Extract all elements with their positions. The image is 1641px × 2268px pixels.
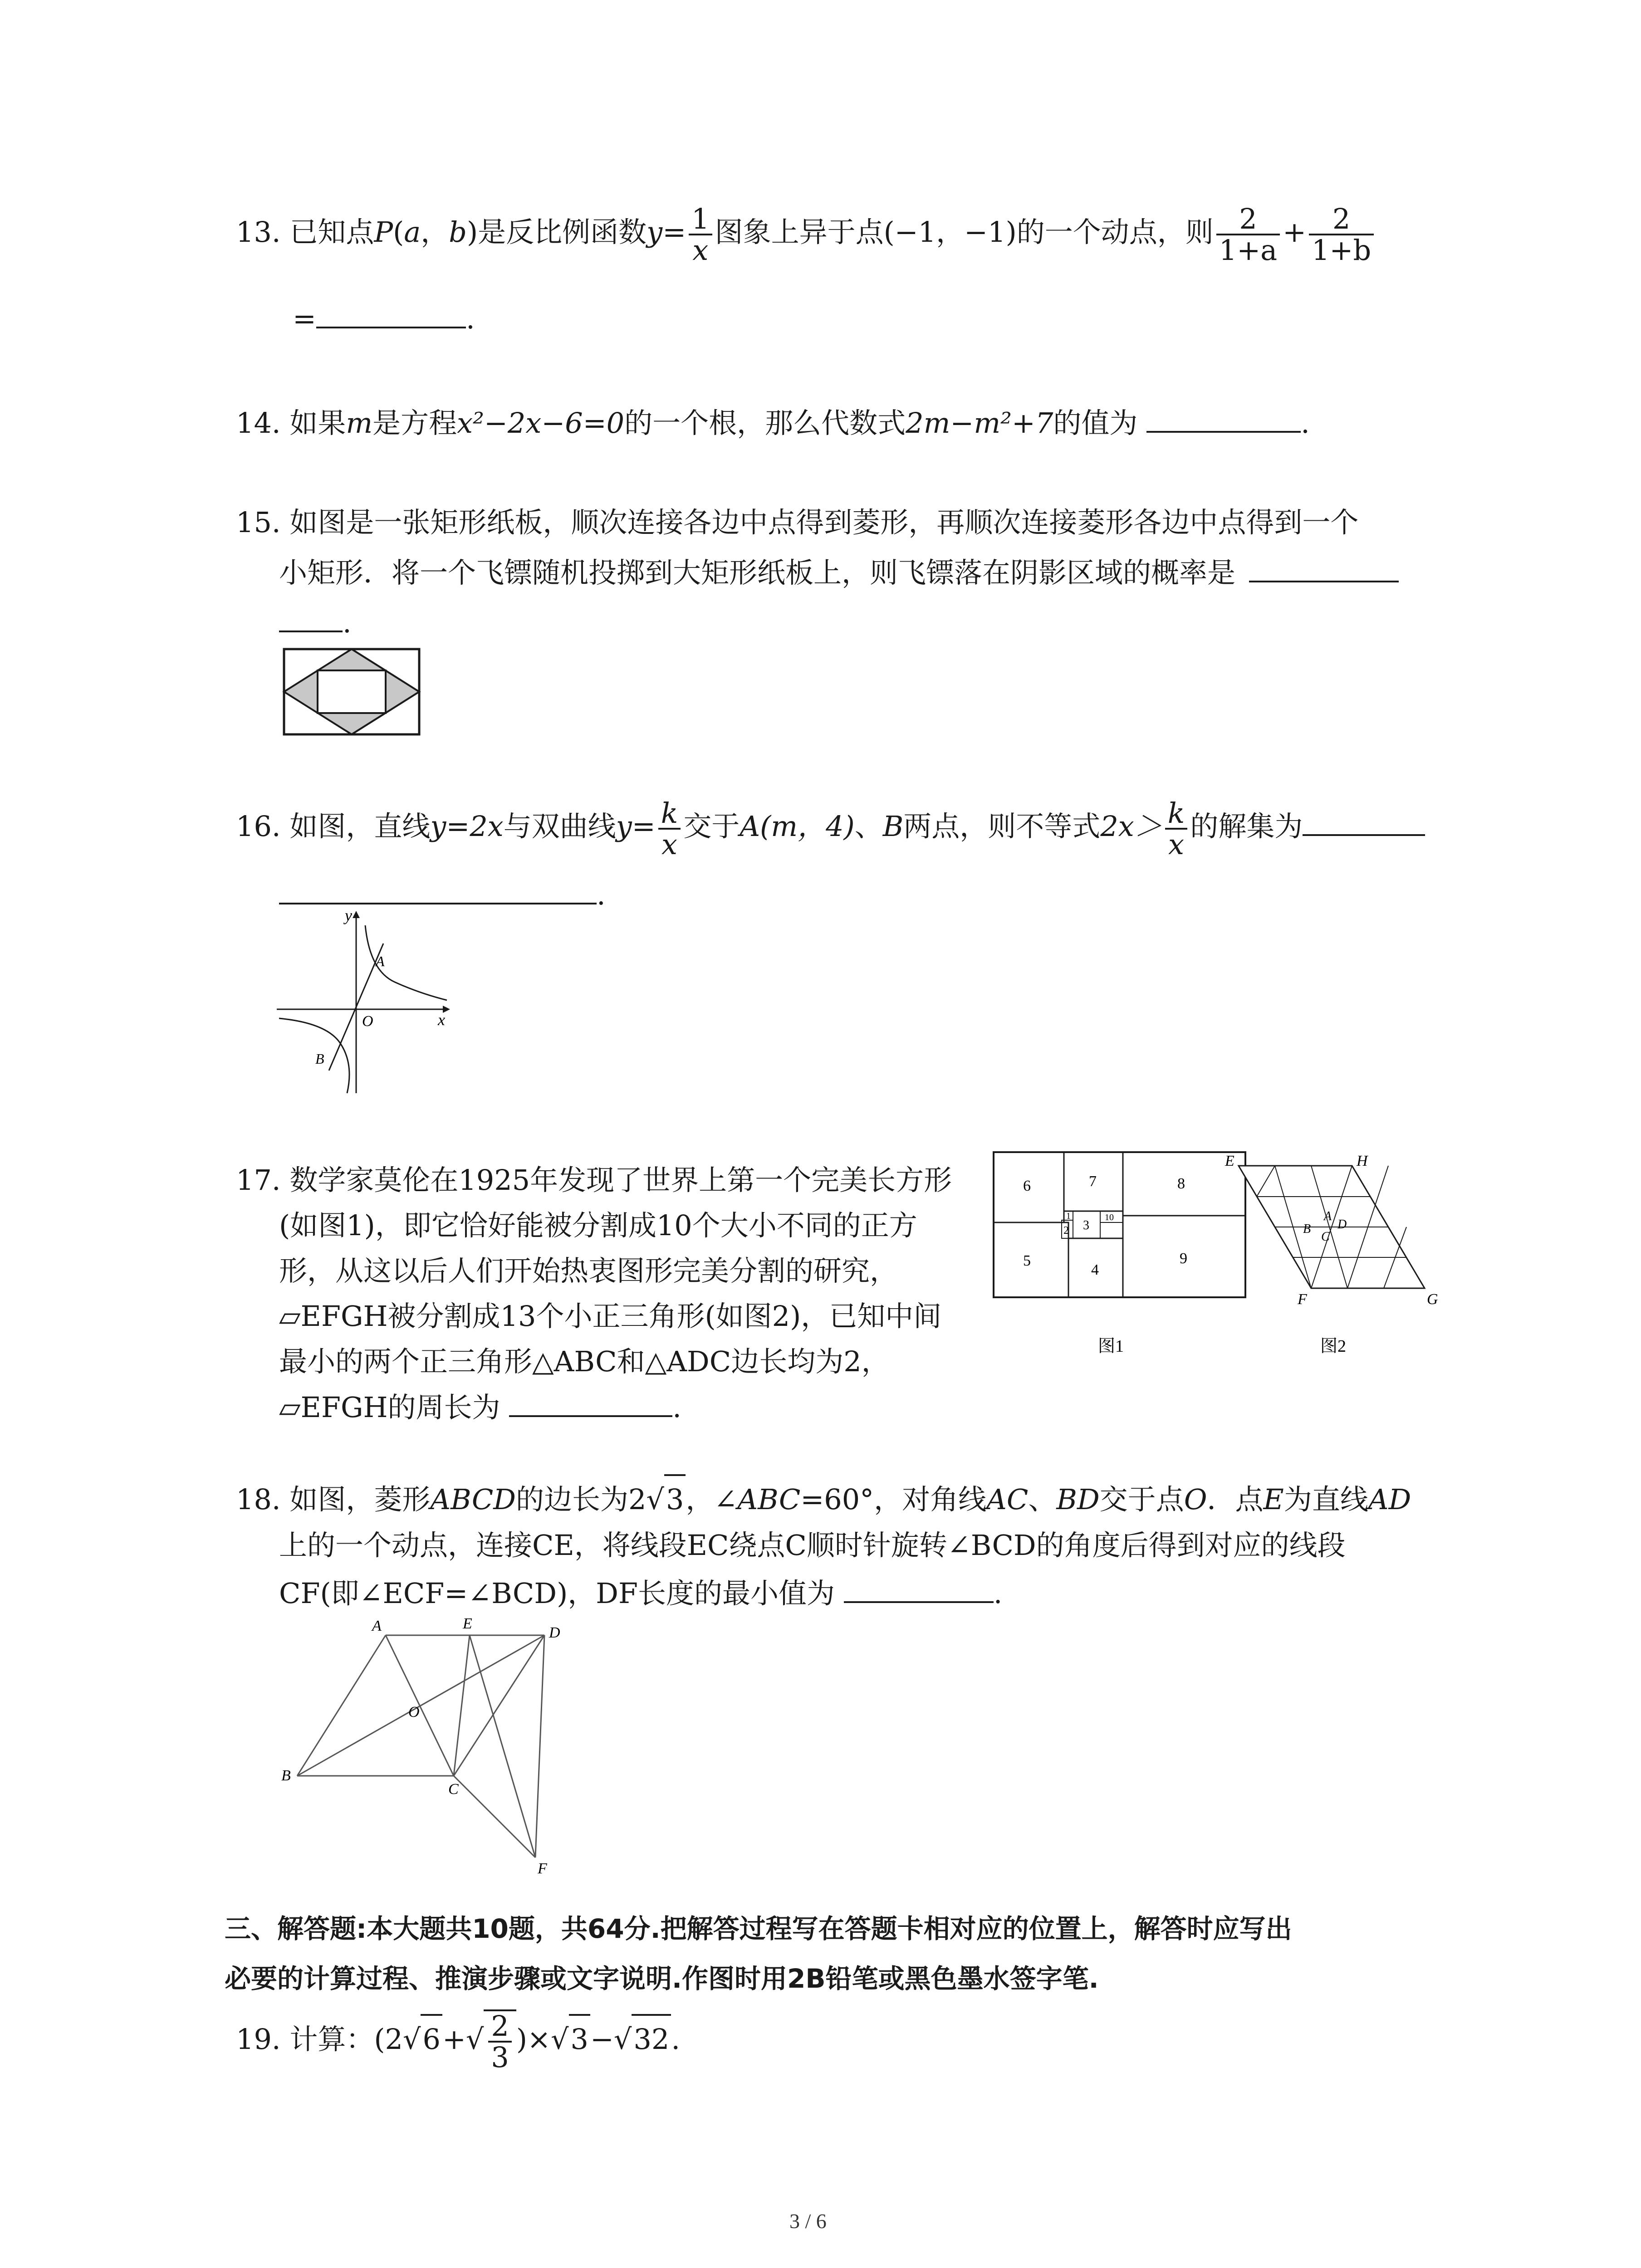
q17-line3: 形，从这以后人们开始热衷图形完美分割的研究，	[279, 1254, 898, 1287]
question-19: 19. 计算：(2√6+√ $\frac{2}{3}$ )×√3−√32.	[236, 2009, 681, 2074]
fraction-k-over-x: $\frac{k}{x}$	[658, 798, 681, 859]
q18-line2: 上的一个动点，连接CE，将线段EC绕点C顺时针旋转∠BCD的角度后得到对应的线段	[279, 1529, 1346, 1562]
page-number: 3 / 6	[789, 2209, 827, 2233]
fraction-k-over-x-2: $\frac{k}{x}$	[1165, 798, 1188, 859]
sqrt-sign: √	[646, 1483, 664, 1516]
question-14: 14. 如果m是方程x²−2x−6=0的一个根，那么代数式2m−m²+7的值为 .	[236, 399, 1310, 447]
question-number: 15.	[236, 506, 281, 539]
sqrt-fraction	[484, 2009, 516, 2072]
label-7: 7	[1089, 1173, 1097, 1190]
question-number: 14.	[236, 406, 281, 440]
q15-figure	[281, 646, 422, 737]
q18-line3: CF(即∠ECF=∠BCD)，DF长度的最小值为 .	[279, 1569, 1002, 1617]
diagonal-BD	[297, 1635, 544, 1776]
question-number: 19.	[236, 2023, 281, 2056]
q17-figure-1	[989, 1148, 1252, 1356]
q18-figure	[272, 1615, 572, 1878]
answer-blank[interactable]	[1249, 549, 1399, 582]
label-10: 10	[1105, 1212, 1114, 1222]
figure-1-caption: 图1	[1098, 1337, 1124, 1356]
q17-figure-2	[1220, 1152, 1465, 1356]
answer-blank[interactable]	[1303, 802, 1425, 836]
sqrt-sign: √	[465, 2023, 484, 2056]
question-18: 18. 如图，菱形ABCD的边长为2√3，∠ABC=60°，对角线AC、BD交于点O．点E为直线AD	[236, 1474, 1411, 1523]
point-D-label: D	[1337, 1217, 1347, 1232]
sqrt-sign: √	[551, 2023, 569, 2056]
point-D-label: D	[549, 1624, 560, 1641]
hyperbola-branch-2	[279, 1018, 349, 1093]
vertex-E-label: E	[1225, 1153, 1234, 1169]
point-B-label: B	[281, 1767, 291, 1784]
label-3: 3	[1083, 1218, 1089, 1232]
point-O-label: O	[408, 1704, 420, 1721]
label-2: 2	[1063, 1225, 1069, 1237]
vertex-H-label: H	[1357, 1153, 1368, 1169]
question-15-line3: .	[279, 599, 352, 646]
question-15-line2: 小矩形．将一个飞镖随机投掷到大矩形纸板上，则飞镖落在阴影区域的概率是	[279, 549, 1399, 596]
side-AB	[297, 1635, 386, 1776]
y-axis-label: y	[345, 907, 352, 924]
fraction-1-over-x: $\frac{1}{x}$	[689, 204, 712, 265]
fraction-2-over-1-plus-b: $\frac{2}{1+b}$	[1309, 204, 1374, 265]
point-B-label: B	[1303, 1222, 1311, 1236]
point-A-label: A	[372, 1618, 382, 1634]
question-16: 16. 如图，直线y=2x与双曲线y= $\frac{k}{x}$ 交于A(m，4)、B两点，则不等式2x＞ $\frac{k}{x}$ 的解集为	[236, 798, 1425, 859]
label-9: 9	[1180, 1250, 1187, 1267]
answer-blank[interactable]	[509, 1383, 672, 1417]
question-13-line2: = .	[293, 295, 475, 342]
question-number: 18.	[236, 1483, 281, 1516]
q16-figure	[272, 907, 454, 1098]
segment-DF	[535, 1635, 544, 1857]
q17-line5: 最小的两个正三角形△ABC和△ADC边长均为2，	[279, 1345, 890, 1378]
section-3-heading: 三、解答题:本大题共10题，共64分.把解答过程写在答题卡相对应的位置上，解答时应写出	[225, 1913, 1292, 1944]
label-4: 4	[1091, 1261, 1099, 1278]
answer-blank[interactable]	[1146, 399, 1301, 433]
sqrt-sign: √	[402, 2023, 421, 2056]
origin-label: O	[362, 1013, 373, 1030]
question-15: 15. 如图是一张矩形纸板，顺次连接各边中点得到菱形，再顺次连接菱形各边中点得到一个	[236, 506, 1359, 539]
answer-blank-continued[interactable]	[279, 871, 597, 904]
point-C-label: C	[1321, 1230, 1330, 1244]
sqrt-sign: √	[613, 2023, 632, 2056]
vertex-G-label: G	[1427, 1291, 1438, 1308]
x-axis-label: x	[438, 1011, 445, 1029]
answer-blank[interactable]	[316, 295, 466, 328]
question-number: 13.	[236, 215, 281, 249]
question-17: 17. 数学家莫伦在1925年发现了世界上第一个完美长方形	[236, 1163, 952, 1197]
point-C-label: C	[448, 1781, 459, 1798]
label-6: 6	[1023, 1178, 1031, 1194]
fraction-2-over-3: $\frac{2}{3}$	[488, 2011, 511, 2072]
q17-line4: ▱EFGH被分割成13个小正三角形(如图2)，已知中间	[279, 1300, 942, 1333]
point-A-label: A	[376, 953, 385, 969]
point-A-label: A	[1324, 1209, 1332, 1223]
label-5: 5	[1023, 1252, 1031, 1269]
point-B-label: B	[315, 1051, 324, 1067]
question-number: 16.	[236, 810, 281, 843]
label-1: 1	[1066, 1211, 1071, 1221]
question-number: 17.	[236, 1163, 281, 1197]
label-8: 8	[1177, 1175, 1185, 1192]
inner-rectangle	[318, 670, 386, 713]
point-E-label: E	[463, 1615, 472, 1632]
question-16-line2: .	[279, 871, 606, 919]
fraction-2-over-1-plus-a: $\frac{2}{1+a}$	[1216, 204, 1280, 265]
answer-blank-continued[interactable]	[279, 599, 343, 632]
answer-blank[interactable]	[844, 1569, 994, 1603]
section-3-heading-line2: 必要的计算过程、推演步骤或文字说明.作图时用2B铅笔或黑色墨水签字笔.	[225, 1963, 1099, 1994]
vertex-F-label: F	[1298, 1291, 1307, 1308]
y-axis-arrow	[353, 911, 360, 918]
q17-line2: (如图1)，即它恰好能被分割成10个大小不同的正方	[279, 1209, 917, 1242]
perfect-rectangle-outline	[994, 1152, 1245, 1297]
point-F-label: F	[538, 1860, 547, 1877]
figure-2-caption: 图2	[1320, 1337, 1347, 1356]
question-13: 13. 已知点P(a，b)是反比例函数y= $\frac{1}{x}$ 图象上异于点(−1，−1)的一个动点，则 $\frac{2}{1+a}$ + $\frac{2}{1+b}$	[236, 204, 1376, 265]
q17-line6: ▱EFGH的周长为 .	[279, 1383, 681, 1431]
